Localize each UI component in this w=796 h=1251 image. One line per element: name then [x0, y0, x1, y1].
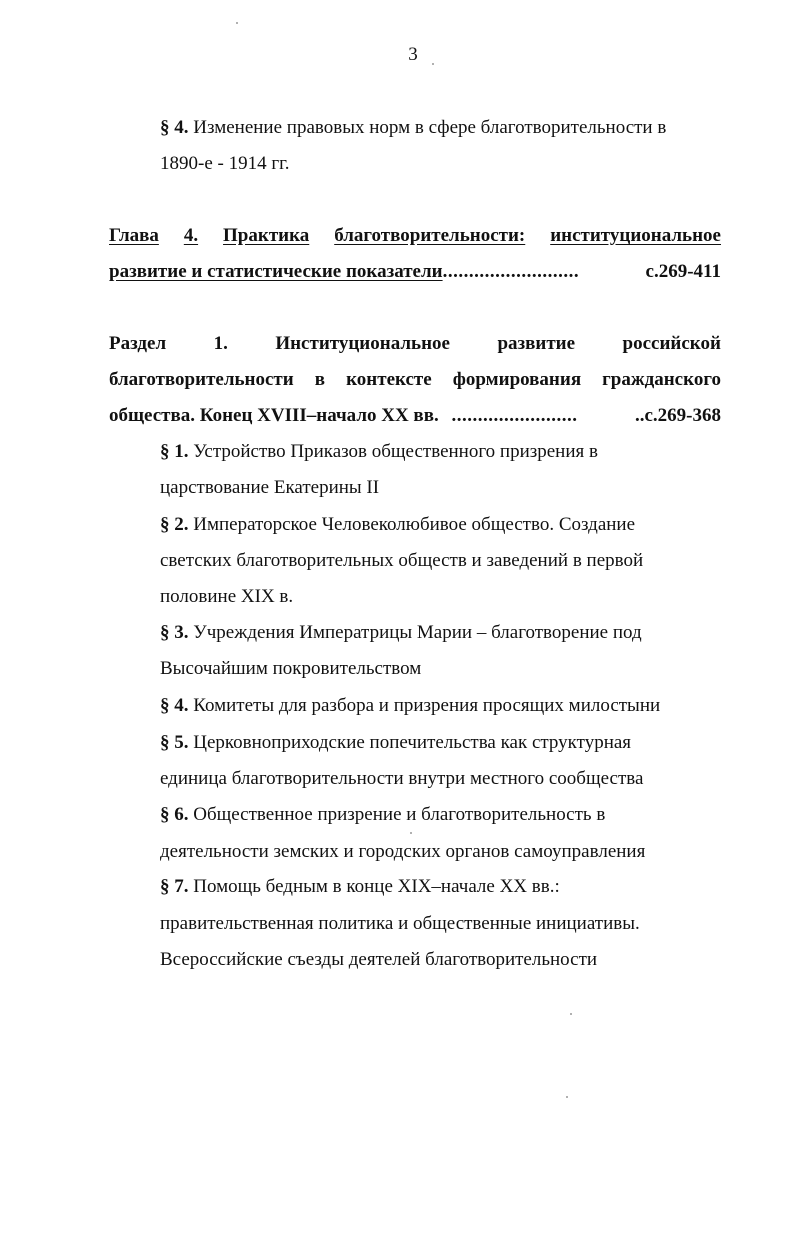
paragraph-7-line-3: Всероссийские съезды деятелей благотворительности	[160, 949, 598, 970]
section-word: в	[314, 369, 326, 390]
paragraph-text: Императорское Человеколюбивое общество. Создание	[193, 514, 636, 535]
paragraph-5-line-2: единица благотворительности внутри местного сообщества	[160, 768, 644, 789]
section-heading-line-1	[109, 326, 721, 362]
paragraph-7-line-2: правительственная политика и общественные инициативы.	[160, 913, 640, 934]
section-word: контексте	[346, 369, 432, 390]
paragraph-6-line-1	[160, 797, 605, 833]
chapter-word: Практика	[223, 225, 310, 246]
chapter-word: институциональное	[550, 225, 721, 246]
chapter-word: 4.	[183, 225, 199, 246]
chapter-word: благотворительности:	[334, 225, 526, 246]
paragraph-text: Устройство Приказов общественного призрения в	[193, 441, 598, 462]
section-word: формирования	[452, 369, 582, 390]
paragraph-text: Комитеты для разбора и призрения просящих милостыни	[193, 695, 661, 716]
paragraph-mark: § 7.	[160, 876, 189, 897]
leader-dots: ..........................	[442, 261, 580, 282]
paragraph-text: Церковноприходские попечительства как структурная	[193, 732, 632, 753]
chapter-heading-line-1	[109, 218, 721, 254]
top-paragraph-line-1	[160, 110, 666, 146]
leader-dots: ........................	[451, 405, 578, 426]
paragraph-mark: § 5.	[160, 732, 189, 753]
chapter-word: Глава	[109, 225, 159, 246]
top-paragraph-line-2: 1890-е - 1914 гг.	[160, 153, 290, 174]
paragraph-text: Учреждения Императрицы Марии – благотворение под	[193, 622, 642, 643]
chapter-title-end: развитие и статистические показатели	[109, 261, 443, 282]
paragraph-5-line-1	[160, 725, 631, 761]
section-word: Институциональное	[275, 333, 450, 354]
paragraph-mark: § 4.	[160, 695, 189, 716]
section-heading-line-3	[109, 398, 721, 434]
page-number: 3	[408, 44, 418, 65]
chapter-pages: с.269-411	[645, 261, 721, 282]
paragraph-text: Общественное призрение и благотворительность в	[193, 804, 606, 825]
paragraph-mark: § 4.	[160, 117, 189, 138]
section-word: Раздел	[109, 333, 167, 354]
section-word: развитие	[497, 333, 576, 354]
paragraph-1-line-2: царствование Екатерины II	[160, 477, 380, 498]
section-pages: ..с.269-368	[634, 405, 721, 426]
paragraph-1-line-1	[160, 434, 598, 470]
section-word: 1.	[213, 333, 228, 354]
paragraph-2-line-1	[160, 507, 635, 543]
section-title-end: общества. Конец XVIII–начало XX вв.	[109, 405, 439, 426]
paragraph-text: Изменение правовых норм в сфере благотворительности в	[193, 117, 667, 138]
paragraph-3-line-1	[160, 615, 642, 651]
paragraph-6-line-2: деятельности земских и городских органов самоуправления	[160, 841, 646, 862]
chapter-heading-line-2	[109, 254, 721, 290]
paragraph-2-line-2: светских благотворительных обществ и заведений в первой	[160, 550, 644, 571]
paragraph-mark: § 3.	[160, 622, 189, 643]
paragraph-mark: § 6.	[160, 804, 189, 825]
section-word: российской	[622, 333, 721, 354]
section-word: гражданского	[602, 369, 721, 390]
paragraph-text: Помощь бедным в конце XIX–начале XX вв.:	[193, 876, 560, 897]
paragraph-3-line-2: Высочайшим покровительством	[160, 658, 422, 679]
paragraph-mark: § 1.	[160, 441, 189, 462]
section-heading-line-2	[109, 362, 721, 398]
paragraph-7-line-1	[160, 869, 560, 905]
paragraph-4-line-1	[160, 688, 660, 724]
paragraph-mark: § 2.	[160, 514, 189, 535]
paragraph-2-line-3: половине XIX в.	[160, 586, 294, 607]
section-word: благотворительности	[109, 369, 294, 390]
